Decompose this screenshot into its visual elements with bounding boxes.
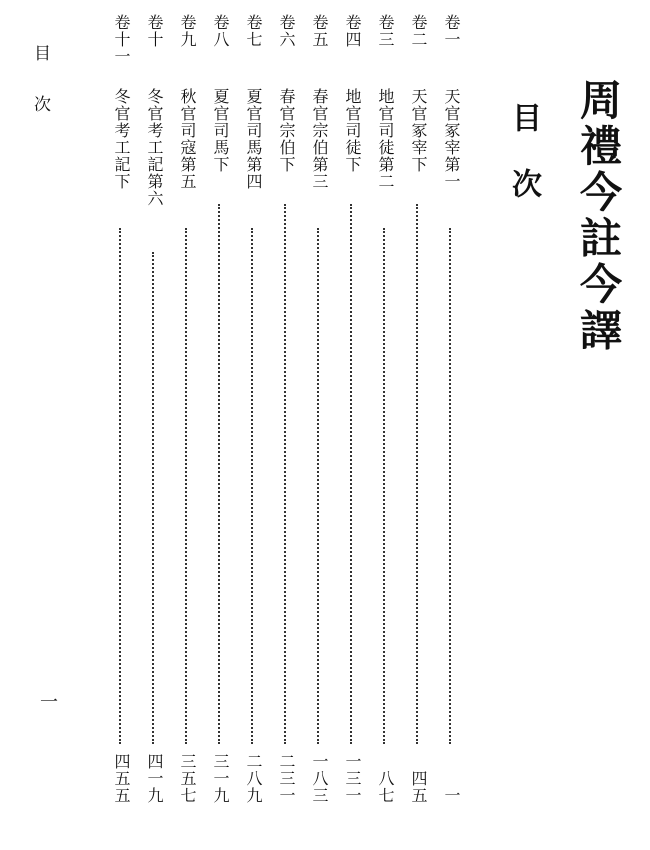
chapter-title: 春官宗伯第三 <box>310 88 329 190</box>
dot-leader <box>416 204 418 744</box>
chapter-title: 夏官司馬下 <box>211 88 230 173</box>
page-reference: 八七 <box>376 770 395 804</box>
chapter-title: 秋官司寇第五 <box>178 88 197 190</box>
toc-entry-2 <box>406 14 430 804</box>
toc-entry-9 <box>175 14 199 804</box>
toc-entry-4 <box>340 14 364 804</box>
volume-label: 卷七 <box>244 14 263 48</box>
volume-label: 卷十 <box>145 14 164 48</box>
chapter-title: 冬官考工記第六 <box>145 88 164 207</box>
toc-entry-3 <box>373 14 397 804</box>
page-reference: 三五七 <box>178 753 197 804</box>
volume-label: 卷二 <box>409 14 428 48</box>
volume-label: 卷一 <box>442 14 461 48</box>
volume-label: 卷九 <box>178 14 197 48</box>
chapter-title: 冬官考工記下 <box>112 88 131 190</box>
volume-label: 卷三 <box>376 14 395 48</box>
toc-entry-5 <box>307 14 331 804</box>
toc-entry-10 <box>142 14 166 804</box>
page-reference: 三一九 <box>211 753 230 804</box>
dot-leader <box>350 204 352 744</box>
dot-leader <box>185 228 187 744</box>
dot-leader <box>383 228 385 744</box>
dot-leader <box>284 204 286 744</box>
dot-leader <box>317 228 319 744</box>
dot-leader <box>218 204 220 744</box>
page-reference: 一 <box>442 787 461 804</box>
dot-leader <box>119 228 121 744</box>
dot-leader <box>152 252 154 744</box>
toc-entry-11 <box>109 14 133 804</box>
page-reference: 二八九 <box>244 753 263 804</box>
chapter-title: 夏官司馬第四 <box>244 88 263 190</box>
volume-label: 卷十一 <box>112 14 131 65</box>
toc-entry-1 <box>439 14 463 804</box>
chapter-title: 天官冢宰下 <box>409 88 428 173</box>
chapter-title: 天官冢宰第一 <box>442 88 461 190</box>
chapter-title: 地官司徒下 <box>343 88 362 173</box>
volume-label: 卷五 <box>310 14 329 48</box>
page-reference: 二三一 <box>277 753 296 804</box>
chapter-title: 春官宗伯下 <box>277 88 296 173</box>
page-reference: 四五 <box>409 770 428 804</box>
volume-label: 卷八 <box>211 14 230 48</box>
dot-leader <box>449 228 451 744</box>
chapter-title: 地官司徒第二 <box>376 88 395 190</box>
page-reference: 四一九 <box>145 753 164 804</box>
page-reference: 四五五 <box>112 753 131 804</box>
volume-label: 卷六 <box>277 14 296 48</box>
dot-leader <box>251 228 253 744</box>
volume-label: 卷四 <box>343 14 362 48</box>
page-reference: 一八三 <box>310 753 329 804</box>
book-title: 周禮今註今譯 <box>574 78 623 354</box>
toc-entry-8 <box>208 14 232 804</box>
running-head: 目次 <box>30 44 50 146</box>
contents-heading: 目次 <box>506 102 541 234</box>
toc-entry-6 <box>274 14 298 804</box>
page-reference: 一三一 <box>343 753 362 804</box>
page-number: 一 <box>37 692 58 710</box>
toc-entry-7 <box>241 14 265 804</box>
